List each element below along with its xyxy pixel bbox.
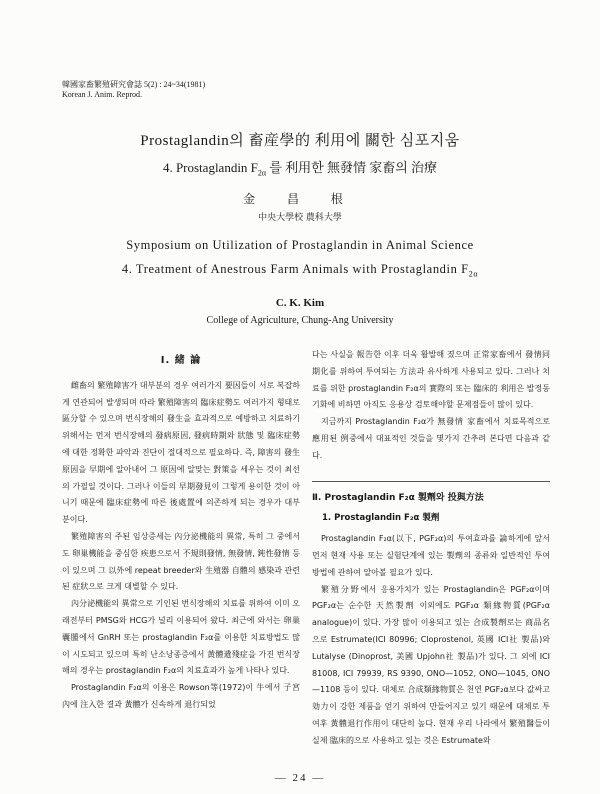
right-column (312, 347, 550, 750)
subtitle-suffix: 를 利用한 無發情 家畜의 治療 (266, 160, 438, 175)
english-subtitle-prefix: 4. Treatment of Anestrous Farm Animals with Prostaglandin F (121, 262, 469, 276)
section-heading-preparations: Ⅱ. Prostaglandin F₂α 製劑와 投與方法 (312, 492, 484, 503)
subtitle-prefix: 4. Prostaglandin F (162, 160, 258, 175)
page-number: — 24 — (274, 772, 326, 784)
english-subtitle-subscript: 2α (468, 269, 479, 279)
paragraph: 繁殖分野에서 응용가치가 있는 Prostaglandin은 PGF₂α이며 PGF₂α는 순수한 天然製劑 이외에도 PGF₂α 類緣物質(PGF₂α analogue)이 있다. 가장 많이 이용되고 있는 合成製劑로는 商品名으로 Estrumate(ICI 80996; Cloprostenol, 英國 ICI社 製品)와 Lutalyse (Dinoprost, 美國 Upjohn社 製品)가 있다. 그 외에 ICI 81008, ICI 79939, RS 9390, ONO—1052, ONO—1045, ONO—1108 등이 있다. 대체로 合成類緣物質은 천연 PGF₂α보다 값싸고 効力이 강한 제품을 얻기 위하여 만들어지고 있기 때문에 대체로 투여후 黃體退行作用이 대단히 높다. 현재 우리 나라에서 繁殖醫들이 실제 臨床的으로 사용하고 있는 것은 Estrumate와 (312, 584, 550, 745)
paragraph: 繁殖障害의 주된 임상증세는 內分泌機能의 異常, 특히 그 중에서도 卵巢機能을 중심한 疾患으로서 不規則發情, 無發情, 鈍性發情 등이 있으며 그 以外에 repeat breeder와 生殖器 自體의 感染과 관련된 症狀으로 크게 대별할 수 있다. (62, 531, 300, 592)
subsection-heading: 1. Prostaglandin F₂α 製劑 (322, 513, 440, 524)
section-heading-introduction: Ⅰ. 緒 論 (160, 355, 202, 366)
english-affiliation: College of Agriculture, Chung-Ang University (206, 315, 394, 326)
paragraph: Prostaglandin F₂α의 이용은 Rowson等(1972)이 牛에서 子宮內에 注入한 결과 黃體가 신속하게 退行되었 (62, 683, 300, 709)
subtitle-subscript: 2α (257, 168, 267, 178)
paragraph: 지금까지 Prostaglandin F₂α가 無發情 家畜에서 치료목적으로 應用된 例중에서 대표적인 것들을 몇가지 간추려 본다면 다음과 같다. (312, 417, 550, 460)
paragraph: 雌畜의 繁殖障害가 대부분의 경우 여러가지 要因들이 서로 복잡하게 연관되어 발생되며 따라 繁殖障害의 臨床症勢도 여러가지 형태로 區分할 수 있으며 번식장해의 發生을 효과적으로 예방하고 치료하기 위해서는 먼저 번식장해의 發病原因, 發病時期와 狀態 및 臨床症勢에 대한 정확한 파악과 진단이 절대적으로 필요하다. 즉, 障害의 發生原因을 早期에 알아내어 그 原因에 알맞는 對策을 세우는 것이 최선의 가필일 것이다. 그러나 이들의 早期發見이 그렇게 용이한 것이 아니기 때문에 臨床症勢에 따른 後處置에 의존하게 되는 경우가 대부분이다. (62, 380, 300, 525)
korean-subtitle (0, 157, 600, 178)
left-column (62, 347, 300, 714)
paragraph: 다는 사실을 報告한 이후 더욱 활발해 졌으며 正常家畜에서 發情同期化를 위하여 투여되는 方法과 유사하게 사용되고 있다. 그러나 치료를 위한 prostaglandin F₂α의 實際의 또는 臨床的 利用은 발정동기화에 비하면 아직도 응용상 검토해야할 문제점들이 많이 있다. (312, 350, 550, 410)
paragraph: Prostaglandin F₂α(以下, PGF₂α)의 투여효과를 論하게에 앞서 먼저 현재 사용 또는 실험단계에 있는 製劑의 종류와 일반적인 투여방법에 관하여 알아볼 필요가 있다. (312, 534, 550, 577)
korean-affiliation: 中央大學校 農科大學 (258, 213, 342, 223)
korean-title: Prostaglandin의 畜産學的 利用에 關한 심포지움 (140, 133, 460, 149)
journal-line-kr: 韓國家畜繁殖硏究會誌 5(2) : 24~34(1981) (62, 80, 206, 89)
korean-author: 金 昌 根 (243, 192, 357, 206)
section-divider (312, 481, 550, 482)
journal-line-en: Korean J. Anim. Reprod. (62, 90, 142, 99)
journal-citation (62, 80, 205, 100)
paragraph: 內分泌機能의 異常으로 기인된 번식장해의 치료를 위하여 이미 오래전부터 PMSG와 HCG가 널리 이용되어 왔다. 최근에 와서는 卵巢囊腫에서 GnRH 또는 prostaglandin F₂α를 이용한 치료방법도 많이 시도되고 있으며 특히 난소낭종증에서 黃體遺殘症을 가진 번식장해의 경우는 prostaglandin F₂α의 치료효과가 높게 나타나 있다. (62, 599, 300, 676)
english-subtitle (0, 262, 600, 279)
english-title: Symposium on Utilization of Prostaglandin in Animal Science (126, 238, 474, 252)
english-author: C. K. Kim (275, 297, 325, 309)
